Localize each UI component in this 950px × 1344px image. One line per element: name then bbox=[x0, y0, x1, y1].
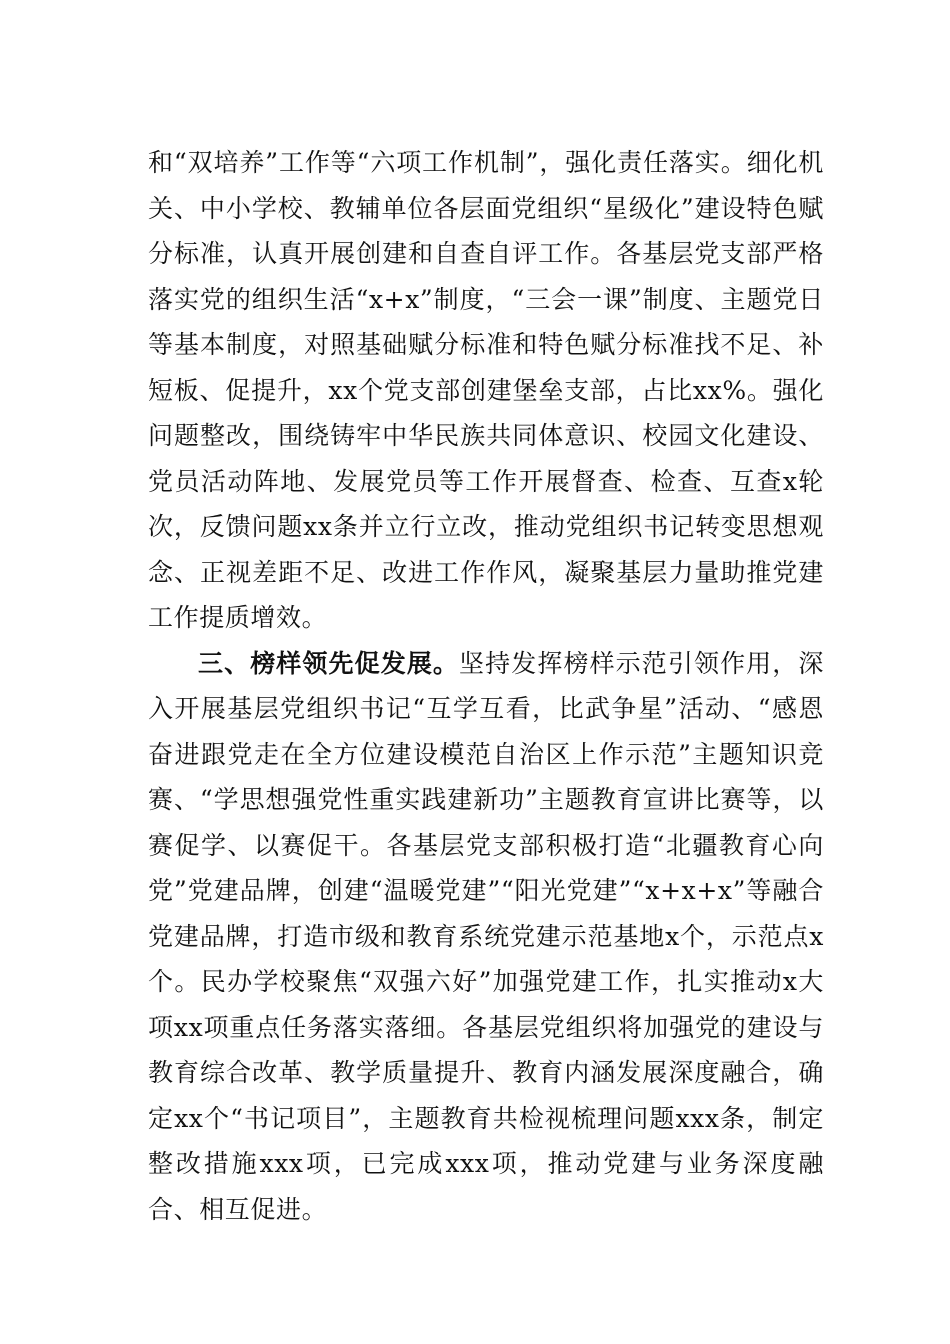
document-body bbox=[148, 140, 824, 1232]
section-body: 坚持发挥榜样示范引领作用，深入开展基层党组织书记“互学互看，比武争星”活动、“感恩奋进跟党走在全方位建设模范自治区上作示范”主题知识竞赛、“学思想强党性重实践建新功”主题教育宣讲比赛等，以赛促学、以赛促干。各基层党支部积极打造“北疆教育心向党”党建品牌，创建“温暖党建”“阳光党建”“x+x+x”等融合党建品牌，打造市级和教育系统党建示范基地x个，示范点x个。民办学校聚焦“双强六好”加强党建工作，扎实推动x大项xx项重点任务落实落细。各基层党组织将加强党的建设与教育综合改革、教学质量提升、教育内涵发展深度融合，确定xx个“书记项目”，主题教育共检视梳理问题xxx条，制定整改措施xxx项，已完成xxx项，推动党建与业务深度融合、相互促进。 bbox=[148, 648, 824, 1224]
paragraph-section-three bbox=[148, 641, 824, 1233]
section-heading: 三、榜样领先促发展。 bbox=[198, 648, 460, 678]
paragraph-continuation: 和“双培养”工作等“六项工作机制”，强化责任落实。细化机关、中小学校、教辅单位各层面党组织“星级化”建设特色赋分标准，认真开展创建和自查自评工作。各基层党支部严格落实党的组织生活“x+x”制度，“三会一课”制度、主题党日等基本制度，对照基础赋分标准和特色赋分标准找不足、补短板、促提升，xx个党支部创建堡垒支部，占比xx%。强化问题整改，围绕铸牢中华民族共同体意识、校园文化建设、党员活动阵地、发展党员等工作开展督查、检查、互查x轮次，反馈问题xx条并立行立改，推动党组织书记转变思想观念、正视差距不足、改进工作作风，凝聚基层力量助推党建工作提质增效。 bbox=[148, 148, 824, 632]
